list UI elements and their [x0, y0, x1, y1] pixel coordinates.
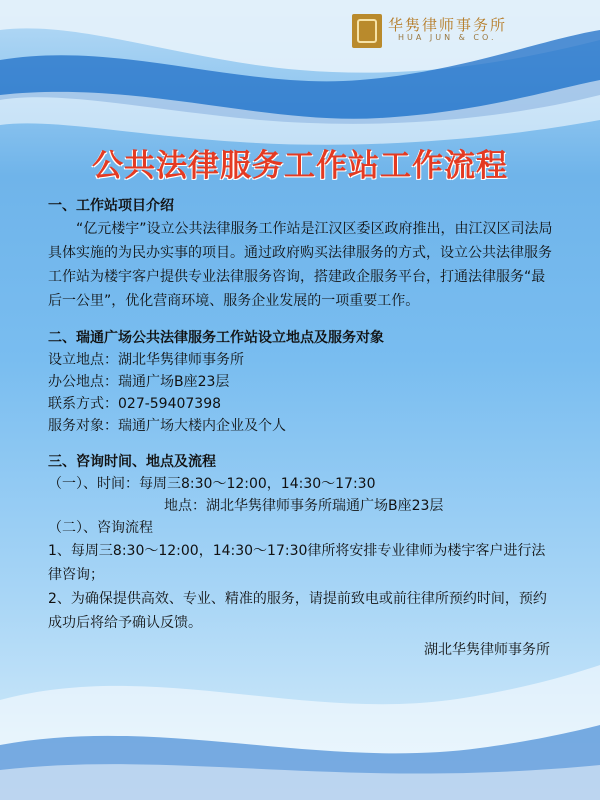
process-step-1: 1、每周三8:30～12:00，14:30～17:30律所将安排专业律师为楼宇客户进行法律咨询；	[48, 543, 546, 583]
signature: 湖北华隽律师事务所	[424, 642, 550, 658]
service-target: 服务对象：瑞通广场大楼内企业及个人	[48, 418, 286, 434]
page-title: 公共法律服务工作站工作流程	[92, 148, 508, 184]
process-step-2: 2、为确保提供高效、专业、精准的服务，请提前致电或前往律所预约时间，预约成功后将给予确认反馈。	[48, 591, 547, 631]
brand-logo	[352, 14, 382, 48]
consult-place: 地点：湖北华隽律师事务所瑞通广场B座23层	[164, 498, 444, 514]
contact-info: 联系方式：027-59407398	[48, 396, 222, 412]
section-2-heading: 二、瑞通广场公共法律服务工作站设立地点及服务对象	[48, 330, 384, 346]
brand-english-name: HUA JUN & CO.	[398, 33, 497, 42]
process-heading: （二）、咨询流程	[48, 520, 153, 536]
brand-name: 华隽律师事务所	[388, 16, 508, 34]
document-body	[48, 195, 558, 661]
section-1-paragraph: “亿元楼宇”设立公共法律服务工作站是江汉区委区政府推出，由江汉区司法局具体实施的为民办实事的项目。通过政府购买法律服务的方式，设立公共法律服务工作站为楼宇客户提供专业法律服务咨询，搭建政企服务平台，打通法律服务“最后一公里”，优化营商环境、服务企业发展的一项重要工作。	[48, 221, 553, 309]
consult-time: （一）、时间：每周三8:30～12:00，14:30～17:30	[48, 476, 376, 492]
brand-seal-icon	[357, 19, 377, 43]
section-3-heading: 三、咨询时间、地点及流程	[48, 454, 216, 470]
setup-location: 设立地点：湖北华隽律师事务所	[48, 352, 244, 368]
section-1-heading: 一、工作站项目介绍	[48, 198, 174, 214]
office-location: 办公地点：瑞通广场B座23层	[48, 374, 230, 390]
